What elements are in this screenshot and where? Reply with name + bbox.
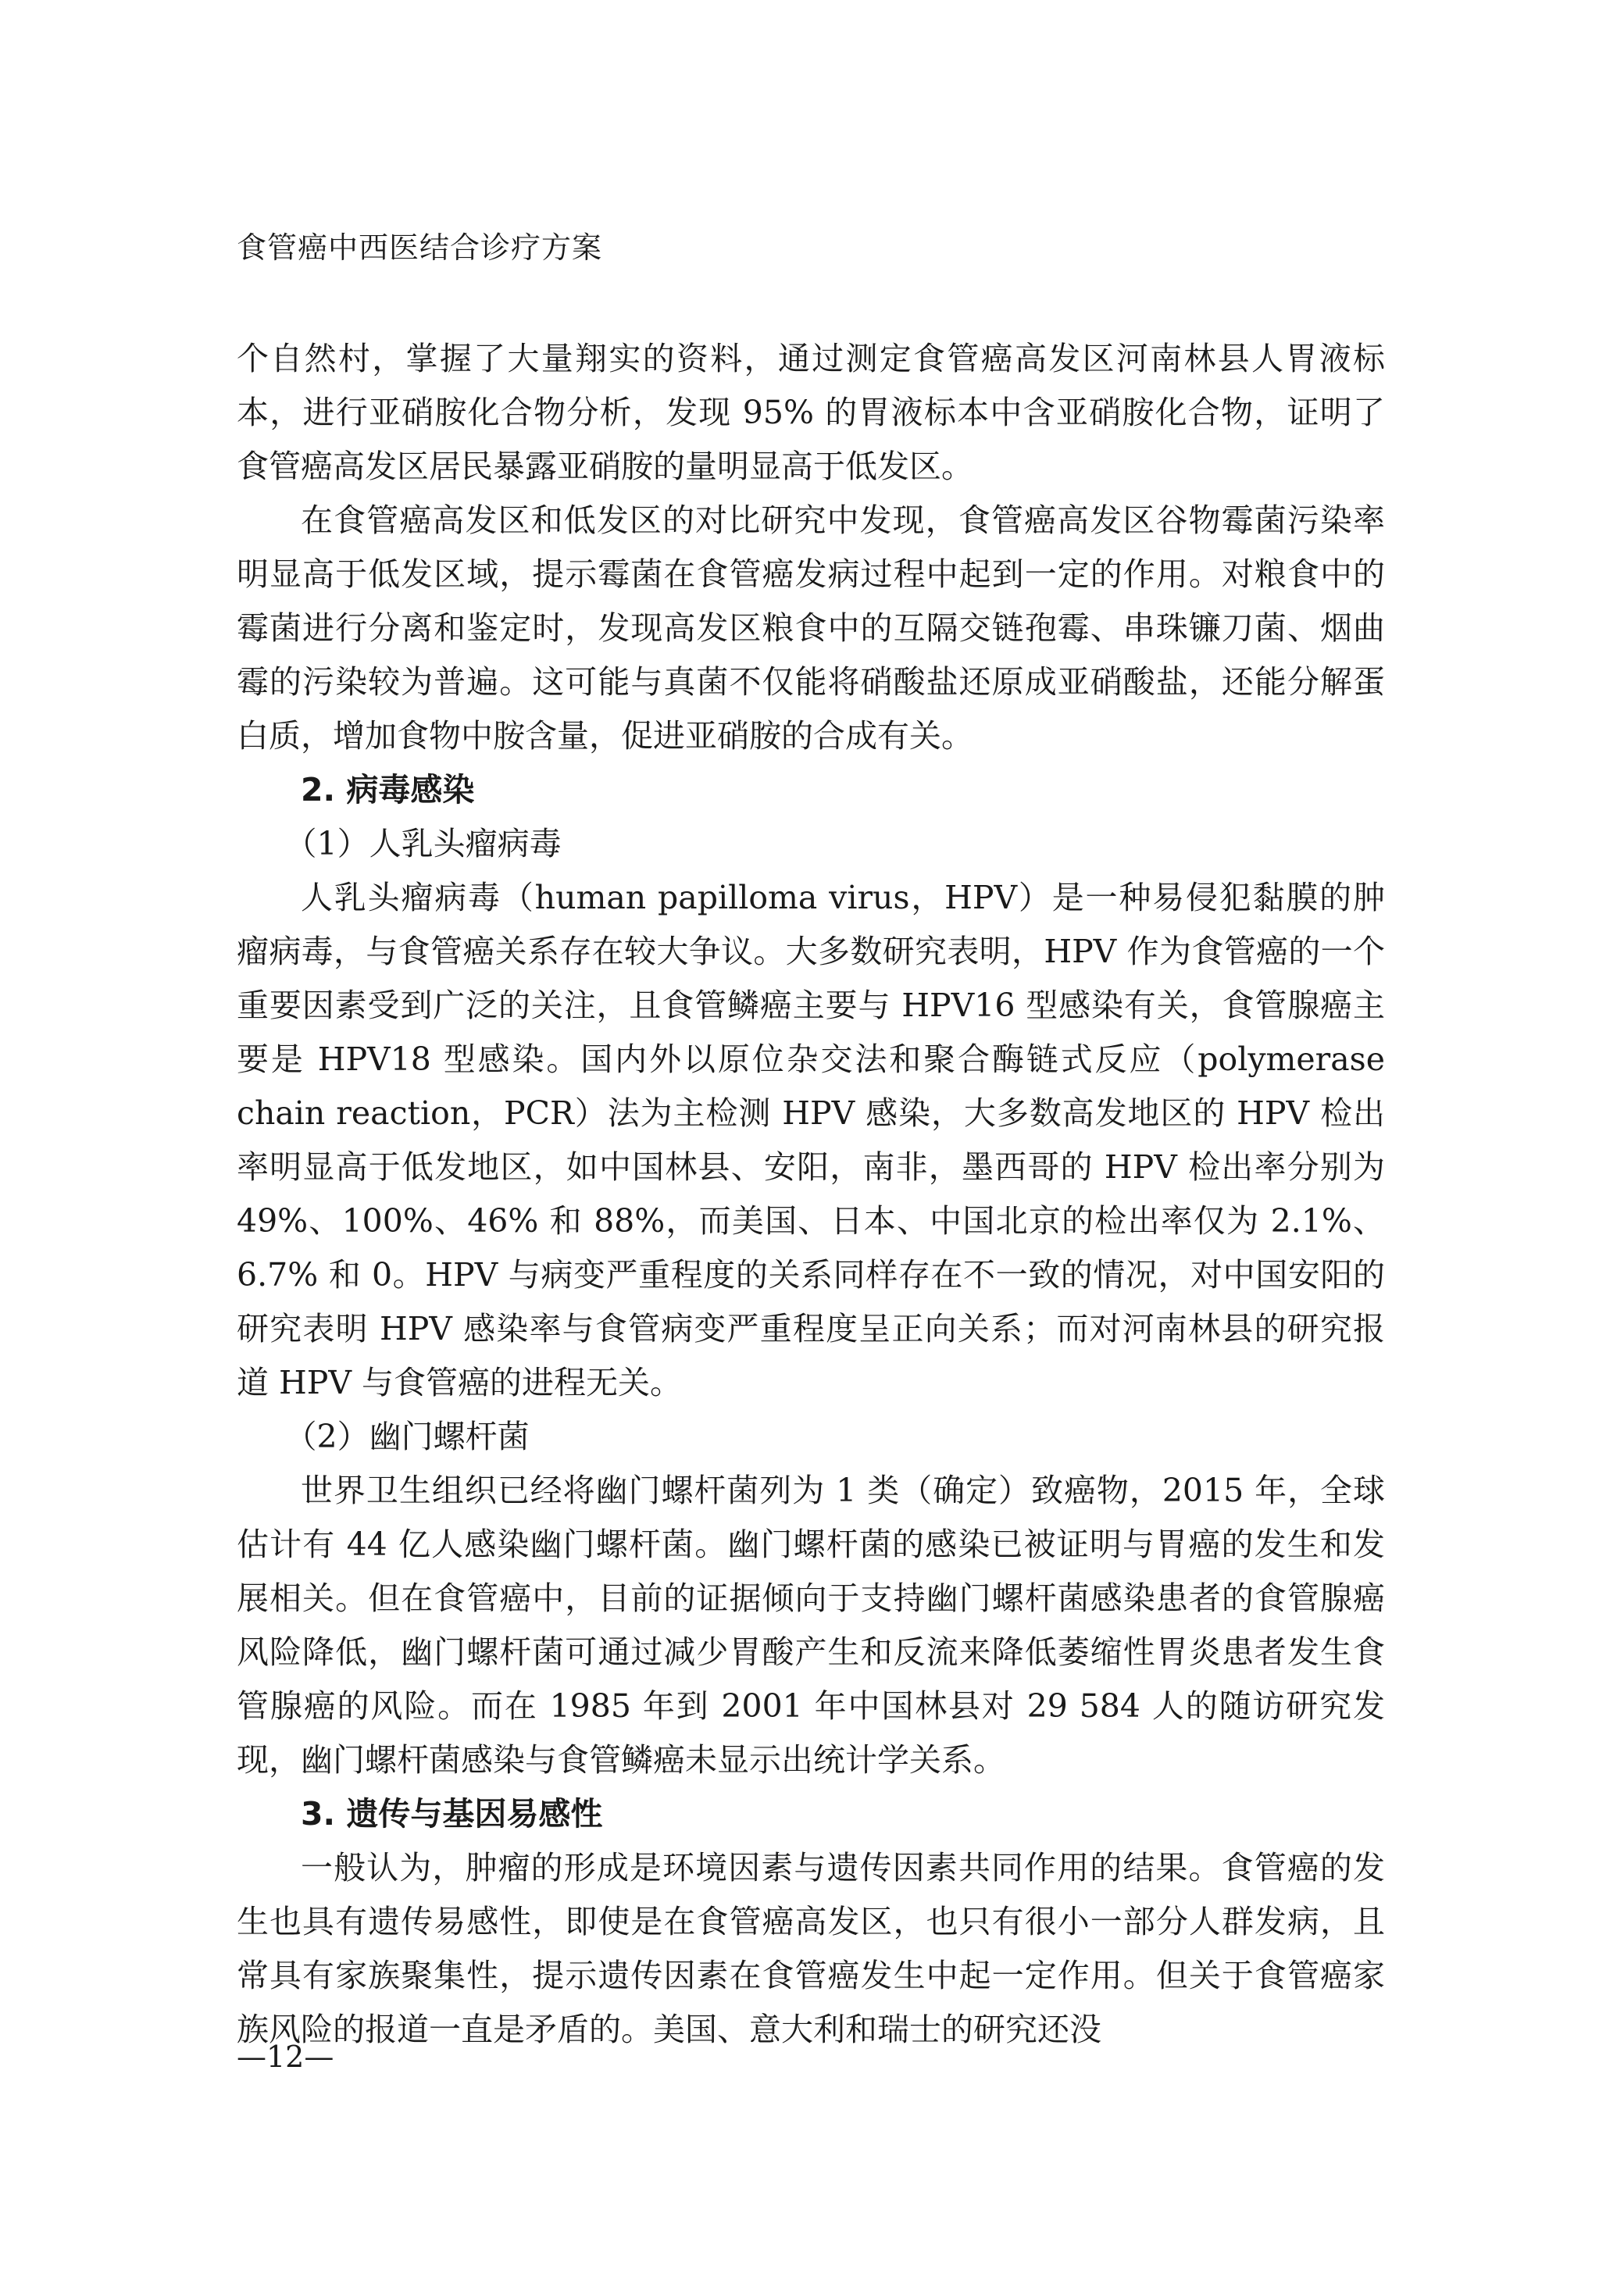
section-heading-viral-infection: 2. 病毒感染: [301, 771, 475, 808]
running-header-title: 食管癌中西医结合诊疗方案: [237, 230, 603, 265]
paragraph-helicobacter-pylori: 世界卫生组织已经将幽门螺杆菌列为 1 类（确定）致癌物，2015 年，全球估计有 44 亿人感染幽门螺杆菌。幽门螺杆菌的感染已被证明与胃癌的发生和发展相关。但在食管癌中，目前的证据倾向于支持幽门螺杆菌感染患者的食管腺癌风险降低，幽门螺杆菌可通过减少胃酸产生和反流来降低萎缩性胃炎患者发生食管腺癌的风险。而在 1985 年到 2001 年中国林县对 29 584 人的随访研究发现，幽门螺杆菌感染与食管鳞癌未显示出统计学关系。: [237, 1472, 1385, 1779]
paragraph-mold-contamination: 在食管癌高发区和低发区的对比研究中发现，食管癌高发区谷物霉菌污染率明显高于低发区域，提示霉菌在食管癌发病过程中起到一定的作用。对粮食中的霉菌进行分离和鉴定时，发现高发区粮食中的互隔交链孢霉、串珠镰刀菌、烟曲霉的污染较为普遍。这可能与真菌不仅能将硝酸盐还原成亚硝酸盐，还能分解蛋白质，增加食物中胺含量，促进亚硝胺的合成有关。: [237, 501, 1385, 755]
paragraph-continuation: 个自然村，掌握了大量翔实的资料，通过测定食管癌高发区河南林县人胃液标本，进行亚硝胺化合物分析，发现 95% 的胃液标本中含亚硝胺化合物，证明了食管癌高发区居民暴露亚硝胺的量明显高于低发区。: [237, 340, 1385, 485]
paragraph-hpv: 人乳头瘤病毒（human papilloma virus，HPV）是一种易侵犯黏膜的肿瘤病毒，与食管癌关系存在较大争议。大多数研究表明，HPV 作为食管癌的一个重要因素受到广泛的关注，且食管鳞癌主要与 HPV16 型感染有关，食管腺癌主要是 HPV18 型感染。国内外以原位杂交法和聚合酶链式反应（polymerase chain reaction，PCR）法为主检测 HPV 感染，大多数高发地区的 HPV 检出率明显高于低发地区，如中国林县、安阳，南非，墨西哥的 HPV 检出率分别为 49%、100%、46% 和 88%，而美国、日本、中国北京的检出率仅为 2.1%、6.7% 和 0。HPV 与病变严重程度的关系同样存在不一致的情况，对中国安阳的研究表明 HPV 感染率与食管病变严重程度呈正向关系；而对河南林县的研究报道 HPV 与食管癌的进程无关。: [237, 879, 1385, 1401]
body-text: [237, 332, 1385, 2057]
subheading-hpv: （1）人乳头瘤病毒: [284, 825, 562, 862]
subheading-helicobacter-pylori: （2）幽门螺杆菌: [284, 1418, 530, 1455]
page-number: —12—: [237, 2040, 334, 2074]
section-heading-genetics: 3. 遗传与基因易感性: [301, 1795, 603, 1833]
paragraph-genetics: 一般认为，肿瘤的形成是环境因素与遗传因素共同作用的结果。食管癌的发生也具有遗传易感性，即使是在食管癌高发区，也只有很小一部分人群发病，且常具有家族聚集性，提示遗传因素在食管癌发生中起一定作用。但关于食管癌家族风险的报道一直是矛盾的。美国、意大利和瑞士的研究还没: [237, 1849, 1385, 2048]
